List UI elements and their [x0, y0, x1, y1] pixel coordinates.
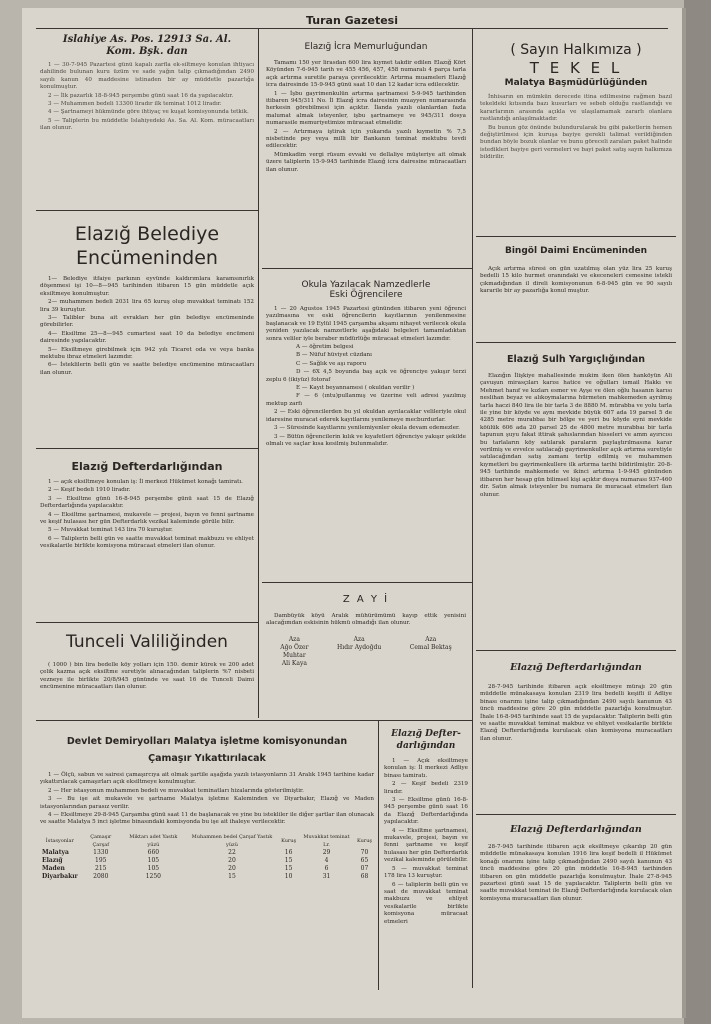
- notice-item: 5— Eksiltmeye girebilmek için 942 yılı Ticaret oda ve veya banka mektubu ibraz etmeleri lazımdır.: [40, 346, 254, 361]
- station-table: [40, 833, 374, 881]
- notice-item: 3 — Bu işe ait mukavele ve şartname Malatya işletme Kaleminden ve Diyarbakır, Elazığ ve Maden istasyonlarından parasız verilir.: [40, 796, 374, 810]
- table-header-row: [40, 833, 374, 849]
- zayi-body: [266, 613, 466, 628]
- notice-item: 2 — Eski öğrencilerden bu yıl okuldan ayrılacaklar velileriyle okul idaresine muracat ederek kayıtlarını yenilemeye mecburdurlar.: [266, 409, 466, 423]
- notice-text: Tamamı 150 yer lirasdan 600 lira kıymet takdir edilen Elazığ Kört Köyünden 7-6-945 tarih ve 455 456, 457, 458 numaralı 4 parça tarla açık artırma suretile paraya çevrilecektir. Artırma muameleri Elazığ icra dairesinde 15-9-945 günü saat 10 dan 12 kadar icra edilecektir.: [266, 60, 466, 89]
- notice-item: 6— İsteklilerin belli gün ve saatte belediye encümenine müracaatları ilan olunur.: [40, 362, 254, 376]
- notice-item: 2 — İlk pazarlık 18-8-945 perşembe günü saat 16 da yapılacaktır.: [48, 92, 234, 99]
- newspaper-page: [22, 8, 682, 1018]
- belediye-title: Elazığ Belediye: [74, 223, 220, 245]
- signer: Aza Ağo Özer Muhtar Ali Kaya: [280, 635, 309, 667]
- defterdar-3-title: Elazığ Defterdarlığından: [510, 824, 642, 835]
- document-list-item: F — 6 (ıntu)pullanmış ve üzerine veli adresi yazılmış mektup zarfı: [266, 393, 466, 407]
- column-header: İstasyonlar: [45, 837, 74, 844]
- document-list-item: E — Kayıt beyannamesi ( okuldan verilir ): [296, 385, 415, 392]
- devlet-body: [40, 772, 374, 827]
- notice-item: 3— Talibler buna ait evrakları her gün belediye encümeninde görebilirler.: [40, 315, 254, 329]
- islahiye-notice: [36, 32, 258, 208]
- table-row: Maden 215 105 20 15 6 07: [42, 864, 369, 872]
- defterdar-2-body: [480, 684, 672, 743]
- notice-text: Dambüyük köyü Aralık mühürümümü kayıp ettik yenisini alacağımdan eskisinin hükmü olmadığı ilan olunur.: [266, 613, 466, 627]
- devlet-notice: [36, 726, 378, 988]
- tunceli-body: [40, 662, 254, 692]
- defterdar-4-title: Elazığ Defter-: [391, 729, 461, 739]
- notice-item: 1— Belediye itfaiye parkının eyvünde kaldırımlara karamsınırlık döşenmesi işi 10—8—945 tarihinden itibaren 15 gün müddetle açık eksiltmeye konulmuştur.: [40, 276, 254, 297]
- sulh-title: Elazığ Sulh Yargıçlığından: [506, 354, 646, 365]
- column-header: Kuruş: [281, 837, 297, 844]
- notice-item: 3 — Süresinde kayıtlarını yenilemiyenler okula devam edemezler.: [274, 425, 460, 432]
- notice-text: Bu bunun göz önünde bulundurularak bu gibi paketlerin hemen değiştirilmesi için kuruşa bayiye gerekli talimat verildiğinden bundan böyle bozuk olanlar ve bunu göreceli zaraları paket halinde istedikleri bayiye geri vermeleri ve bayi paket satış sayın halkımıza bildirilir.: [480, 124, 672, 161]
- tunceli-notice: [36, 626, 258, 718]
- notice-item: 2 — Keşif bedeli 2319 liradır.: [384, 781, 468, 795]
- defterdar-3-body: [480, 844, 672, 903]
- notice-item: 3 — Bütün öğrencilerin kılık ve kıyafetleri öğrenciye yakışır şekilde olmalı ve saçlar kısa kesilmiş bulunmalıdır.: [266, 433, 466, 447]
- defterdar-notice-3: [476, 818, 676, 988]
- notice-item: 3 — Eksiltme günü 16-8-945 perşembe günü saat 16 da Elazığ Defterdarlığında yapılacaktır.: [384, 797, 468, 826]
- column-rule: [258, 28, 259, 718]
- islahiye-subtitle: Kom. Bşk. dan: [106, 46, 188, 57]
- notice-item: 2 — Keşif bedeli 1910 liradır.: [48, 487, 131, 494]
- zayi-signatures: [266, 636, 466, 668]
- signer: Aza Hıdır Aydoğdu: [337, 635, 382, 651]
- islahiye-title: Islahiye As. Pos. 12913 Sa. Al.: [62, 34, 232, 45]
- bingol-title: Bingöl Daimi Encümeninden: [504, 246, 648, 256]
- defterdar-2-title: Elazığ Defterdarlığından: [510, 662, 642, 673]
- column-header: Muvakkat teminat Lr.: [303, 833, 350, 848]
- sulh-body: [480, 373, 672, 499]
- notice-text: 1 — 20 Agustos 1945 Pazartesi gününden itibaren yeni öğrenci yazılmasına ve eski öğrencilerin kayıtlarının yenilenmesine başlanacak ve 19 Eylül 1945 çarşamba akşamı nihayet verilecek okula yeniden yazılacak namzetlerle aşağıdaki belgeleri tamamladıktan sonra veliler iyle beraber müdürlüğe müracaat etmeleri lazımdır.: [266, 306, 466, 342]
- section-rule: [476, 814, 676, 815]
- defterdar-1-body: [40, 479, 254, 551]
- sulh-notice: [476, 346, 676, 646]
- document-list-item: B — Nüfuf hüviyet cüzdanı: [296, 352, 372, 359]
- section-rule: [476, 650, 676, 651]
- section-rule: [36, 210, 258, 211]
- notice-item: 4 — Eksiltme şartnamesi, mukavele, projesi, bayın ve fenni şartname ve keşif hulasası her gün Defterdarlık vezikal kaleminde görülebilir.: [384, 827, 468, 864]
- bingol-body: [480, 266, 672, 296]
- section-rule: [476, 342, 676, 343]
- column-header: Muhammen bedel Çarşaf Yastık yüzü: [191, 833, 273, 848]
- document-list-item: D — 6X 4,5 boyunda baş açık ve öğrenciye yakışır terzi zeplu 6 (ikiyüz) fotoraf: [266, 369, 466, 383]
- notice-item: 1 — Ölçü, sabun ve sairesi çamaşırcıya ait olmak şartile aşağıda yazılı istasyonların 31 Aralık 1945 tarihine kadar yıkattırılacak çamaşırları açık eksiltmeye konulmuştur.: [40, 772, 374, 786]
- notice-item: 4— Eksiltme 25—8—945 cumartesi saat 10 da belediye encümeni dairesinde yapılacaktır.: [40, 330, 254, 345]
- notice-item: 6 — Taliplerin belli gün ve saatte muvakkat teminat makbuzu ve ehliyet vesikalarile birlikte komisyona müracaat etmeleri ilan olunur.: [40, 535, 254, 550]
- document-list-item: C — Sağlık ve aşı raporu: [296, 360, 367, 367]
- section-rule: [262, 582, 472, 583]
- defterdar-4-subtitle: darlığından: [396, 741, 456, 751]
- okula-body: [266, 306, 466, 448]
- signer: Aza Cemal Bektaş: [409, 635, 452, 651]
- devlet-title: Devlet Demiryolları Malatya işletme komisyonundan: [66, 736, 348, 747]
- icra-notice: [262, 32, 470, 264]
- section-rule: [36, 622, 258, 623]
- notice-text: Açık artırma süresi on gün uzatılmış olan yüz lira 25 kuruş bedelli 15 kilo hurmet oranındaki ve ekeceneleri cemesine istekli çıkmadığından il direli komisyonunun 6-8-945 gün ve 90 sayılı kararile bir ay pazarlığa konul muştur.: [480, 266, 672, 295]
- tunceli-title: Tunceli Valiliğinden: [66, 632, 228, 652]
- tekel-body: [480, 94, 672, 162]
- defterdar-1-title: Elazığ Defterdarlığından: [71, 460, 223, 473]
- defterdar-notice-4: [380, 724, 472, 990]
- table-row: Malatya 1330 660 22 16 29 70: [42, 848, 369, 856]
- notice-item: Mümkadim vergi rüsum evvaki ve dellaliye müşteriye ait olmak üzere taliplerin 15-9-945 tarihinde Elazığ icra dairesine müracaatları ilan olunur.: [266, 151, 466, 173]
- islahiye-body: [40, 62, 254, 133]
- notice-item: 6 — taliplerin belli gün ve saat de muvakkat teminat makbuzu ve ehliyet vesikalarile birlikte komisyona müracaat etmeleri: [384, 881, 468, 925]
- notice-item: 4 — Eksiltmeye 29-8-945 Çarşamba günü saat 11 de başlanacak ve yine bu istekliler ile diğer şartlar ilan olunacak ve saatte Malatya 5 inci işletme binasındaki komisyonda bu işe ait ihaleye verilecektir.: [40, 812, 374, 826]
- section-rule: [36, 448, 258, 449]
- notice-item: 1 — 30-7-945 Pazartesi günü kapalı zarfla ek-siltmeye konulan ihtiyacı dahilinde bulunan kuru üzüm ve sade yağın talip çıkmadığından 2490 sayılı kanun 40 maddesine istinaden bir ay müddetle pazarlığa konulmuştur.: [40, 62, 254, 91]
- bingol-notice: [476, 240, 676, 340]
- tekel-office: Malatya Başmüdürlüğünden: [504, 78, 648, 88]
- zayi-notice: [262, 586, 470, 718]
- section-rule: [476, 236, 676, 237]
- column-rule: [472, 28, 473, 988]
- okula-notice: [262, 272, 470, 578]
- okula-title: Okula Yazılacak Namzedlerle: [301, 280, 431, 290]
- section-rule: [36, 720, 472, 721]
- icra-body: [266, 60, 466, 174]
- okula-subtitle: Eski Öğrencilere: [329, 290, 403, 300]
- notice-item: 1 — Açık eksiltmeye konulan iş: İl merkezi Adliye binası tamiratı.: [384, 758, 468, 779]
- zayi-title: Z A Y İ: [342, 594, 390, 605]
- masthead: Turan Gazetesi: [306, 14, 398, 27]
- notice-item: 2— muhammen bedeli 2031 lira 65 kuruş olup muvakkat teminatı 152 lira 39 kuruştur.: [40, 299, 254, 313]
- notice-text: ( 1000 ) bin lira bedelle köy yolları için 150. demir kürek ve 200 adet çelik kazma açık eksiltme suretiyle alınacağından taliplerin %7 nisbeti vezneye ile birlikte 20/8/945 gününde ve saat 16 de Tunceli Daimi encümenine müracaatları ilan olunur.: [40, 662, 254, 691]
- column-header: Kuruş: [356, 837, 372, 844]
- notice-item: 2 — Artırmaya iştirak için yukarıda yazılı kıymetin % 7,5 nisbetinde pey veya milli bir Bankanın teminat mektubu tevdi edilecektir.: [266, 128, 466, 150]
- table-row: Diyarbakır 2080 1250 15 10 31 68: [42, 872, 369, 880]
- tekel-title: ( Sayın Halkımıza ): [510, 42, 642, 58]
- tekel-notice: [476, 32, 676, 232]
- notice-item: 3 — Muhammen bedeli 13300 liradır ilk teminat 1012 liradır.: [48, 101, 222, 108]
- notice-item: 3 — Eksiltme günü 16-8-945 perşembe günü saat 15 de Elazığ Defterdarlığında yapılacaktır.: [40, 495, 254, 510]
- devlet-subtitle: Çamaşır Yıkattırılacak: [148, 753, 266, 764]
- notice-item: 2 — Her istasyonun muhammen bedeli ve muvakkat teminatları hizalarında gösterilmiştir.: [48, 787, 304, 794]
- section-rule: [262, 268, 472, 269]
- belediye-notice: [36, 214, 258, 444]
- notice-item: 5 — muvakkat teminat 178 lira 13 kuruştur.: [384, 865, 468, 880]
- notice-text: İnhisarın en mümkün derecede itina edilmesine rağmen bazıl tekeldeki kıtısında bazı kusurları ve sebeb olduğu rastlandığı ve kararlarının arasında açıkla ve ulaşılamamak zararlı olanlara rastlandığı anlaşılmaktadır.: [480, 94, 672, 123]
- notice-item: 1 — açık eksiltmeye konulan iş: İl merkezi Hükümet konağı tamiratı.: [48, 479, 243, 485]
- column-header: Miktarı adet Yastık yüzü: [129, 833, 178, 848]
- top-rule: [36, 28, 668, 29]
- notice-text: 28-7-945 tarihinde itibaren açık eksiltmeye çıkarılıp 20 gün müddetle münakasaya konulan 1916 lira keşif bedelli il Hükümet konağı onarımı işine talip çıkmadığından 2490 sayılı kanunun 43 üncü maddesine göre 20 gün müddetle 16-8-945 tarihinden itibaren on gün müddetle pazarlığa konulmuştur. İhale 27-8-945 pazartesi günü saat 15 de yapılacaktır. Taliplerin belli gün ve saatte muvakkat teminat ile Elazığ Defterdarlığında kurulacak olan komisyona muracaatları ilan olunur.: [480, 844, 672, 902]
- belediye-body: [40, 276, 254, 377]
- tekel-subtitle: T E K E L: [529, 59, 623, 77]
- notice-item: 5 — Muvakkat teminat 143 lira 70 kuruştur.: [48, 527, 173, 534]
- defterdar-notice-1: [36, 454, 258, 620]
- page-edge: [684, 0, 711, 1024]
- column-rule: [378, 720, 379, 990]
- defterdar-notice-2: [476, 654, 676, 810]
- notice-item: 5 — Taliplerin bu müddetle Islahiyedeki As. Sa. Al. Kom. müracaatları ilan olunur.: [40, 117, 254, 132]
- table-row: Elazığ 195 105 20 15 4 65: [42, 856, 369, 864]
- notice-text: 28-7-945 tarihinde itibaren açık eksiltmeye mürajı 20 gün müddetle münakasaya konulan 2319 lira bedelli keşifli il Adliye binası onarımı işine talip çıkmadığından 2490 sayılı kanunun 43 üncü maddesine göre 20 gün müddetle pazarlığa konulmuştur. İhale 16-8-945 tarihinde saat 15 de yapılacaktır. Taliplerin belli gün ve saatte muvakkat teminat makbuz ve ehliyet vesikalarile birlikte Elazığ Defterdarlığında kurulacak olan komisyona muracaatları ilan olunur.: [480, 684, 672, 742]
- notice-item: 4 — Şartnameyi hükmünde göre ihtiyaç ve kuşat komisyonunda tetkik.: [48, 109, 249, 116]
- defterdar-4-body: [384, 758, 468, 926]
- notice-item: 4 — Eksiltme şartnamesi, mukavele — projesi, bayın ve fenni şartname ve keşif hulasası her gün Defterdarlık vezikal kaleminde görüle bilir.: [40, 511, 254, 526]
- notice-item: 1 — İşbu gayrimenkulün artırma şartnamesi 5-9-945 tarihinden itibaren 945/311 No. İl Elazığ icra dairesinin muayyen numarasında herkesin görebilmesi için açıktır. İlanda yazılı olanlardan fazla malumat almak isteyenler, işbu şartnameye ve 945/311 dosya numarasile memuriyetimize müracaat etmelidir.: [266, 90, 466, 127]
- column-header: Çamaşır Çarşaf: [90, 833, 112, 848]
- icra-title: Elazığ İcra Memurluğundan: [304, 42, 428, 52]
- belediye-subtitle: Encümeninden: [76, 247, 218, 269]
- document-list-item: A — öğretim belgesi: [296, 344, 354, 351]
- notice-text: Elazığın İlişkiye mahallesinde mukim iken ölen hanköyün Ali çavuşun mirasçıları karısı hatice ve oğulları ismail Hakkı ve Mehmet hanıf ve kızları esmer ve Ayşe ve ölen oğlu hasanın karısı neslihan beyaz ve alıkoymalarına hürmeten mahkemeden ayrılmış tarla haczi 840 lira ile bir tarla 3 de 8880 M. mürabba ve yolu tarla ile yine bir köyde ve aynı mevkide büyük 607 ada 19 parsel 5 de 4285 metre murabbaı bir bölge ve yeri bu köyde eyni mevkide köülük 606 ada 20 parsel 25 de 4800 metre murabbaı bir tarla tapunun şuyu fakat ittirak şahıslarından hisseleri ve amm ayırıcısı bu tarlaların köy satılarak paraların paylaştırılmasına karar verilmiş ve evvelce satılacağı gayrimenkuller açık artırma suretiyle satılacağından satış zamanı tertip edilmiş ve muhammen kıymetleri bu gayrimenkullere ilk artırma tarihi bildirilmiştir. 20-8-945 tarihinde mahkemede ve ikinci artırma 1-9-945 gününden itibaren her hesap gün bilimsel kişi açıktır dosya numarası 937-460 dir. Satın almak isteyenler bu numara ile muracaat etmeleri ilan olunur.: [480, 373, 672, 498]
